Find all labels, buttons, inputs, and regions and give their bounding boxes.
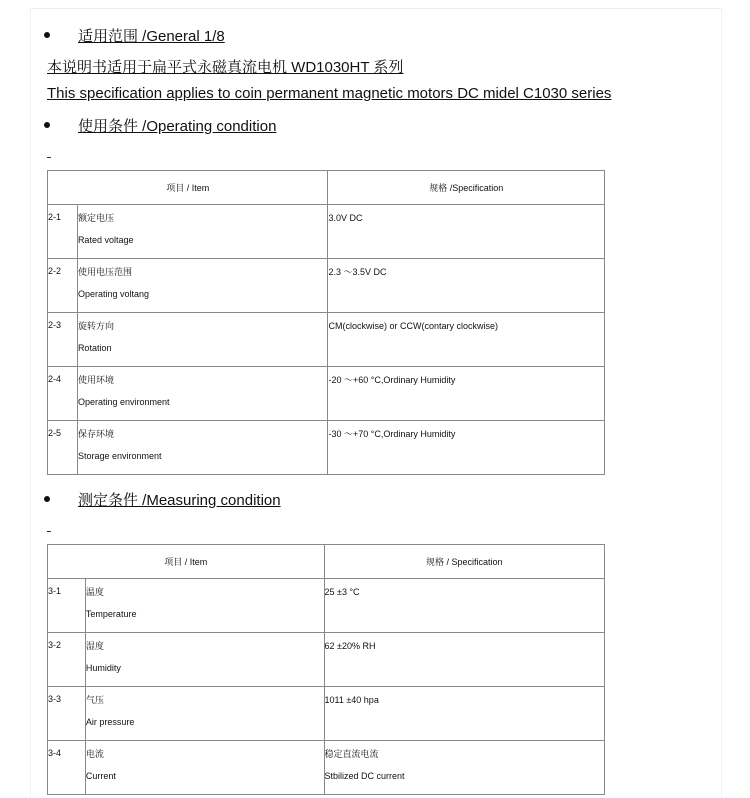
measuring-condition-table: [47, 544, 605, 795]
item-zh: 湿度: [85, 641, 104, 651]
item-zh: 保存环境: [77, 429, 114, 439]
item-en: Temperature: [85, 609, 137, 619]
table-row: [48, 579, 605, 633]
spec-value: -30 ～+70 °C,Ordinary Humidity: [328, 429, 456, 439]
row-number: 2-1: [48, 212, 62, 222]
table-row: [48, 687, 605, 741]
row-number: 3-3: [48, 694, 62, 704]
row-number: 3-4: [48, 748, 62, 758]
row-number: 3-2: [48, 640, 62, 650]
item-zh: 旋转方向: [77, 321, 114, 331]
header-item: 项目 / Item: [48, 545, 325, 579]
row-number: 2-5: [48, 428, 62, 438]
row-number: 3-1: [48, 586, 62, 596]
operating-heading-text: 使用条件 /Operating condition: [78, 118, 277, 135]
spec-value: 62 ±20% RH: [324, 641, 376, 651]
spec-value: -20 ～+60 °C,Ordinary Humidity: [328, 375, 456, 385]
general-heading-text: 适用范围 /General 1/8: [78, 28, 225, 45]
item-zh: 气压: [85, 695, 104, 705]
row-number: 2-2: [48, 266, 62, 276]
scope-line-en: This specification applies to coin permanent magnetic motors DC midel C1030 series: [47, 85, 612, 102]
measuring-heading-text: 测定条件 /Measuring condition: [78, 492, 281, 509]
item-en: Air pressure: [85, 717, 135, 727]
table-row: [48, 259, 605, 313]
spec-value: CM(clockwise) or CCW(contary clockwise): [328, 321, 498, 331]
general-heading: [60, 25, 225, 46]
row-number: 2-3: [48, 320, 62, 330]
table-header-row: [48, 171, 605, 205]
table-row: [48, 313, 605, 367]
spec-value: 25 ±3 °C: [324, 587, 360, 597]
table-row: [48, 367, 605, 421]
spec-value: 1011 ±40 hpa: [324, 695, 379, 705]
item-zh: 温度: [85, 587, 104, 597]
operating-condition-table: [47, 170, 605, 475]
item-zh: 使用电压范围: [77, 267, 132, 277]
item-zh: 电流: [85, 749, 104, 759]
separator-mark: [47, 157, 51, 158]
item-en: Humidity: [85, 663, 121, 673]
item-en: Rotation: [77, 343, 112, 353]
spec-value-line2: Stbilized DC current: [324, 771, 405, 781]
measuring-heading: [60, 489, 281, 510]
table-row: [48, 633, 605, 687]
header-item: 项目 / Item: [48, 171, 328, 205]
item-en: Operating voltang: [77, 289, 149, 299]
item-zh: 额定电压: [77, 213, 114, 223]
header-spec: 规格 / Specification: [324, 545, 605, 579]
item-en: Operating environment: [77, 397, 170, 407]
operating-heading: [60, 115, 277, 136]
separator-mark: [47, 531, 51, 532]
header-spec: 规格 /Specification: [328, 171, 605, 205]
item-en: Rated voltage: [77, 235, 134, 245]
spec-value: 2.3 ～3.5V DC: [328, 267, 387, 277]
table-row: [48, 741, 605, 795]
scope-line-zh: 本说明书适用于扁平式永磁真流电机 WD1030HT 系列: [47, 59, 404, 76]
spec-value: 3.0V DC: [328, 213, 363, 223]
row-number: 2-4: [48, 374, 62, 384]
item-en: Current: [85, 771, 116, 781]
table-row: [48, 205, 605, 259]
table-row: [48, 421, 605, 475]
table-header-row: [48, 545, 605, 579]
item-zh: 使用环境: [77, 375, 114, 385]
item-en: Storage environment: [77, 451, 162, 461]
spec-value: 稳定直流电流: [324, 749, 379, 759]
